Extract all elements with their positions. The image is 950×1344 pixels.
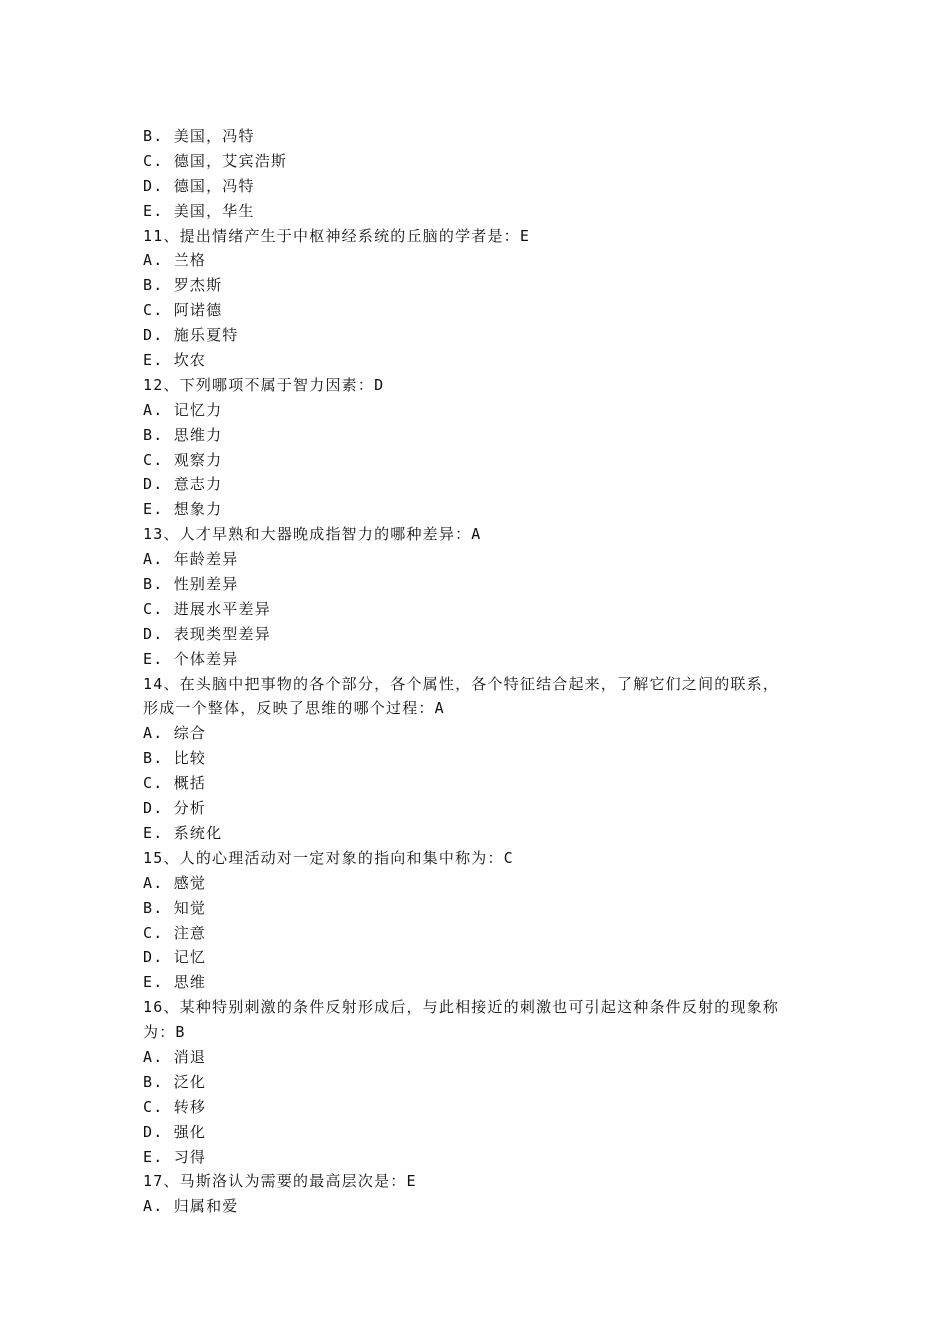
option-line: A. 归属和爱 xyxy=(143,1197,239,1216)
option-line: A. 年龄差异 xyxy=(143,550,239,569)
option-line: E. 美国，华生 xyxy=(143,201,255,220)
option-line: C. 阿诺德 xyxy=(143,301,223,320)
question-line-continued: 形成一个整体，反映了思维的哪个过程：A xyxy=(143,699,445,718)
option-line: D. 强化 xyxy=(143,1122,207,1141)
option-line: D. 德国，冯特 xyxy=(143,176,255,195)
option-line: B. 性别差异 xyxy=(143,575,239,594)
option-line: E. 习得 xyxy=(143,1147,207,1166)
option-line: E. 个体差异 xyxy=(143,649,239,668)
option-line: A. 消退 xyxy=(143,1047,207,1066)
option-line: E. 思维 xyxy=(143,973,207,992)
question-line: 11、提出情绪产生于中枢神经系统的丘脑的学者是：E xyxy=(143,226,531,245)
option-line: D. 表现类型差异 xyxy=(143,624,271,643)
option-line: A. 兰格 xyxy=(143,251,207,270)
option-line: D. 施乐夏特 xyxy=(143,326,239,345)
option-line: D. 记忆 xyxy=(143,948,207,967)
option-line: C. 转移 xyxy=(143,1097,207,1116)
option-line: D. 意志力 xyxy=(143,475,223,494)
option-line: A. 感觉 xyxy=(143,873,207,892)
question-line: 15、人的心理活动对一定对象的指向和集中称为：C xyxy=(143,848,514,867)
option-line: C. 德国，艾宾浩斯 xyxy=(143,151,288,170)
question-line: 13、人才早熟和大器晚成指智力的哪种差异：A xyxy=(143,525,482,544)
question-line: 14、在头脑中把事物的各个部分，各个属性，各个特征结合起来，了解它们之间的联系， xyxy=(143,674,780,693)
option-line: C. 注意 xyxy=(143,923,207,942)
question-line: 16、某种特别刺激的条件反射形成后，与此相接近的刺激也可引起这种条件反射的现象称 xyxy=(143,998,780,1017)
question-line-continued: 为：B xyxy=(143,1023,186,1042)
option-line: B. 知觉 xyxy=(143,898,207,917)
option-line: C. 进展水平差异 xyxy=(143,599,271,618)
option-line: B. 比较 xyxy=(143,749,207,768)
option-line: A. 综合 xyxy=(143,724,207,743)
question-line: 17、马斯洛认为需要的最高层次是：E xyxy=(143,1172,417,1191)
option-line: E. 坎农 xyxy=(143,351,207,370)
option-line: B. 思维力 xyxy=(143,425,223,444)
question-line: 12、下列哪项不属于智力因素：D xyxy=(143,375,385,394)
option-line: C. 概括 xyxy=(143,774,207,793)
option-line: A. 记忆力 xyxy=(143,400,223,419)
option-line: C. 观察力 xyxy=(143,450,223,469)
option-line: E. 想象力 xyxy=(143,500,223,519)
option-line: B. 泛化 xyxy=(143,1072,207,1091)
option-line: B. 罗杰斯 xyxy=(143,276,223,295)
option-line: D. 分析 xyxy=(143,799,207,818)
document-body xyxy=(143,124,813,1219)
option-line: B. 美国，冯特 xyxy=(143,127,255,145)
option-line: E. 系统化 xyxy=(143,823,223,842)
